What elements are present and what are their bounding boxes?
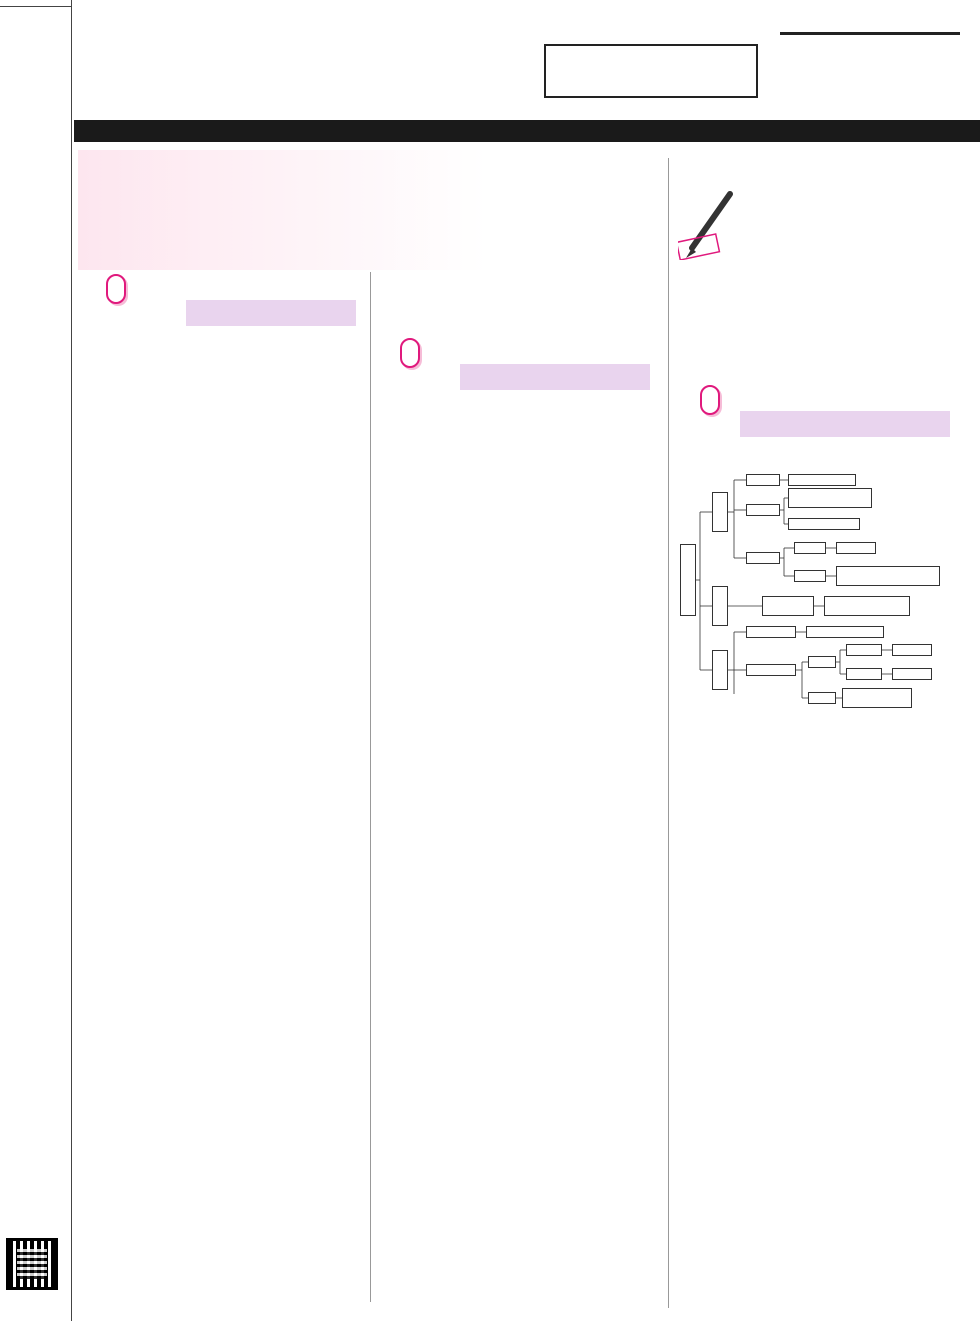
node-excess-note [842,688,912,708]
node-base-note [788,488,872,508]
newspaper-logo [120,12,420,112]
node-acid-salt [794,570,826,582]
node-base [746,504,780,516]
node-single [712,492,728,532]
node-no-reaction [746,626,796,638]
kp2-tag [400,338,420,368]
column-divider [668,158,669,1308]
answer-line [0,120,71,136]
node-acid [746,474,780,486]
qr-code[interactable] [6,1238,58,1290]
left-answer-column [0,0,72,1321]
node-excess [808,692,836,704]
article-title-banner [78,150,663,270]
node-not-excess [808,656,836,668]
node-acid-base-gen [846,644,882,656]
node-salt-gen [846,668,882,680]
answer-line [0,57,71,73]
kp3-label [700,385,962,439]
node-different [712,586,728,626]
node-hydrolysis-2 [892,668,932,680]
node-base-note2 [788,518,860,530]
kp1-title [186,300,356,326]
ion-comparison-diagram [676,462,974,718]
kp3-title [740,411,950,437]
node-compare-same [762,596,814,616]
publisher-info-bar [74,120,980,142]
node-salt [746,552,780,564]
node-consider-ionization [892,644,932,656]
answer-line [0,88,71,104]
kp2-label [400,338,662,392]
column-divider [370,272,371,1302]
answer-line [0,9,71,25]
answer-line [0,41,71,57]
node-acid-salt-note [836,566,940,586]
answer-line [0,25,71,41]
kp1-label [106,274,361,328]
kp1-tag [106,274,126,304]
node-compare-note [824,596,910,616]
subject-box [772,30,968,37]
node-root [680,544,696,616]
node-hydrolysis-1 [836,542,876,554]
answer-line [0,73,71,89]
node-normal-salt [794,542,826,554]
pen-icon [678,190,738,260]
node-no-reaction-note [806,626,884,638]
answer-line [0,104,71,120]
node-mixed [712,650,728,690]
kp3-tag [700,385,720,415]
kp2-title [460,364,650,390]
node-reaction [746,664,796,676]
date-issue-box [544,44,758,98]
node-acid-note [788,474,856,486]
